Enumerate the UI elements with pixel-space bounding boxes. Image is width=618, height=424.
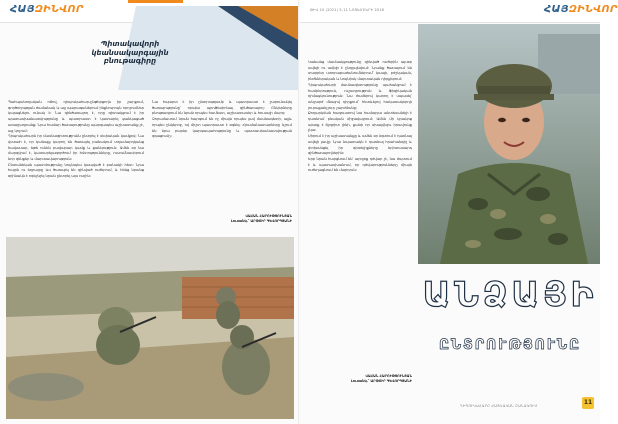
brand-logo [10, 4, 84, 15]
brand-part-a: ՀԱՅ [10, 4, 35, 15]
right-page [300, 0, 618, 424]
page-footer-text: ԴԻՊՈՒԿԱՀԱՐԸ ՀԱՅԿԱԿԱՆ ԲԱՆԱԿՈՒՄ [460, 404, 538, 408]
article-column-2: Նա հպարտ է իր ընտրությամբ և պատրաստ է շարունակել ծառայությունը՝ որպես պրոֆեսիոնալ զինծառայող։ Ընկերները բնութագրում են նրան որպես համեստ, աշխատասեր և հուսալի մարդ։ Զորամասում նրան հարգում են ոչ միայն որպես լավ մասնագետի, այլև որպես ընկերոջ, ով միշտ պատրաստ է օգնել։ Հրամանատարները նշում են նրա բարձր կարգապահությունը և պատասխանատվության զգացումը։ [152, 100, 292, 139]
article-headline: Պիտակավորի կեանսակարգային բնութագիրը [91, 40, 169, 66]
feature-title: ԱՆՁԱՅԻ [422, 275, 598, 315]
left-page [0, 0, 300, 424]
brand-part-b: ԶԻՆՎՈՐ [568, 4, 618, 15]
feature-subtitle: ԸՆՏՐՈՒԹՅՈՒՆԸ [438, 337, 582, 353]
brand-logo [544, 4, 618, 15]
field-training-photo [6, 237, 294, 419]
article-byline-right: ՎԱՀԱՆ ՀԱՐՈՒԹՅՈՒՆՅԱՆ Լուսանկ.՝ ԱՐԹՈՒՐ ԳԵՎՈՐԳՅԱՆԻ [350, 374, 412, 383]
brand-part-a: ՀԱՅ [544, 4, 569, 15]
article-column-1: Պահպանողական ոճով, դիպուկահար-ընթերցողն իր շարքում, գործողության ժամանակ և այլ պարագաներում ինքնուրույն որոշումներ կայացնելու ունակ է։ Նա զինծառայող է, որը գիտակցում է իր պատասխանատվությունը և պատրաստ է կատարել ցանկացած առաջադրանք։ Նրա համար ծառայությունը պարզապես աշխատանք չէ, այլ կոչում։ Դիպուկահարն իր մասնագիտությունն ընտրել է սեփական կամքով։ Նա վստահ է, որ կանայք կարող են ծառայել բանակում տղամարդկանց հավասար, եթե ունեն բավարար կամք և ցանկություն։ Ամեն օր նա մարզվում է, կատարելագործում իր հմտությունները, ուսումնասիրում նոր զենքեր և մարտավարություն։ Ընտանեկան պատմությունը նույնպես կապված է բանակի հետ։ Նրա հայրն ու եղբայրը ևս ծառայել են զինված ուժերում, և հենց նրանց օրինակն է ոգեշնչել նրան ընտրել այս ուղին։ [8, 100, 144, 179]
article-column-right: Կանանց մասնակցությունը զինված ուժերին այսօր ավելի ու ավելի է ընդլայնվում։ Նրանք ծառայում են տարբեր ստորաբաժանումներում՝ կապի, բժշկական, ինժեներական և նույնիսկ մարտական դիրքերում։ Դիպուկահարի մասնագիտությունը պահանջում է համբերություն, ուշադրություն և ֆիզիկական դիմացկունություն։ Նա ժամերով կարող է սպասել՝ անշարժ մնալով դիրքում՝ հետևելով հակառակորդի յուրաքանչյուր շարժմանը։ Քողարկման հագուստով նա համարյա անտեսանելի է դառնում բնական միջավայրում։ Ամեն մի կրակոց պետք է ճշգրիտ լինի, քանի որ սխալվելու իրավունք չկա։ Սիրում է իր աշխատանքը և ամեն օր ձգտում է դառնալ ավելի լավը։ Նրա նպատակն է դառնալ հրահանգիչ և փոխանցել իր գիտելիքները երիտասարդ զինծառայողներին։ Երբ նրան հարցնում են՝ արդյոք դժվար չէ, նա ժպտում է և պատասխանում, որ դժվարությունները միայն ուժեղացնում են մարդուն։ [308, 60, 412, 173]
article-byline: ՎԱՀԱՆ ՀԱՐՈՒԹՅՈՒՆՅԱՆ Լուսանկ.՝ ԱՐԹՈՒՐ ԳԵՎՈՐԳՅԱՆԻ [230, 214, 292, 223]
issue-line: ԹԻՎ 10 (2021) 5-11 ՆՈՅԵՄԲԵՐԻ 2018 [310, 8, 384, 12]
right-page-header [300, 0, 618, 23]
soldier-portrait-photo [418, 24, 600, 264]
page-number-badge: 11 [582, 397, 594, 409]
brand-part-b: ԶԻՆՎՈՐ [34, 4, 84, 15]
